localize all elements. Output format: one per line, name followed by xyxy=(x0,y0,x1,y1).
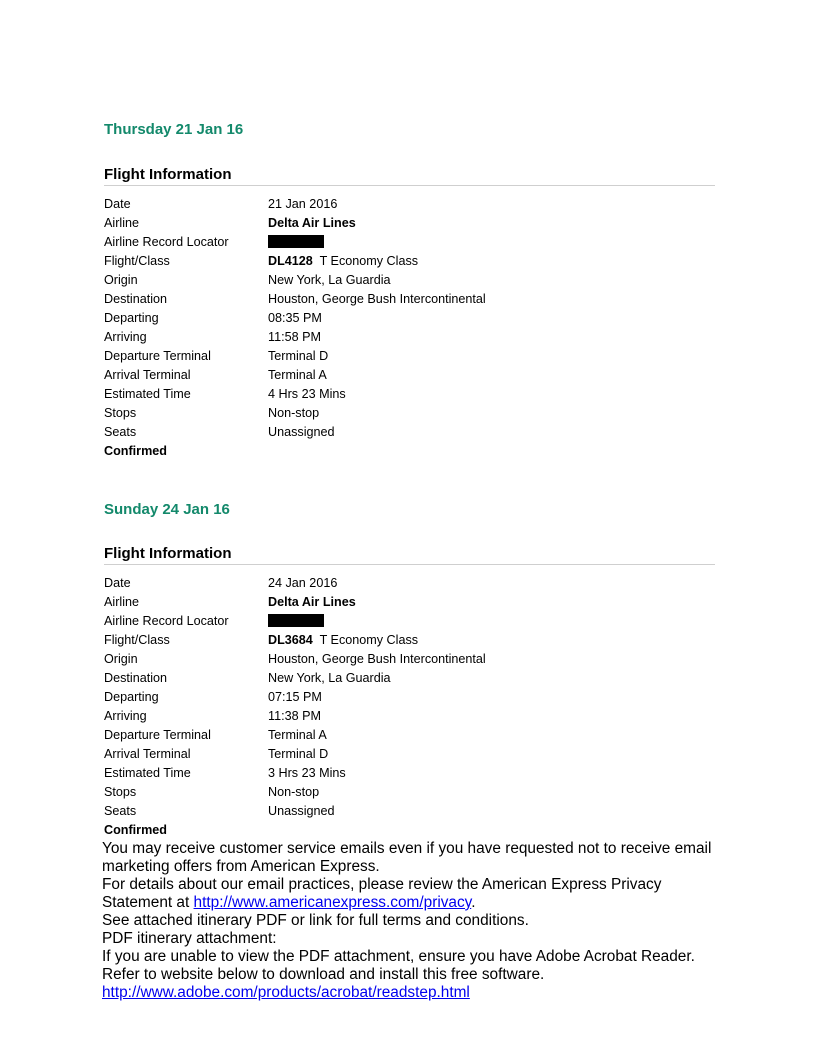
terms-notice: See attached itinerary PDF or link for full terms and conditions. xyxy=(102,912,529,929)
label: Date xyxy=(104,576,131,590)
privacy-period: . xyxy=(471,894,476,911)
flight-info-table xyxy=(104,195,704,461)
adobe-link[interactable]: http://www.adobe.com/products/acrobat/readstep.html xyxy=(102,984,470,1001)
value: Non-stop xyxy=(268,785,320,799)
row-departing xyxy=(104,688,704,707)
label: Airline Record Locator xyxy=(104,235,229,249)
label: Airline xyxy=(104,595,139,609)
pdf-attachment-label: PDF itinerary attachment: xyxy=(102,930,277,947)
redacted-locator xyxy=(268,235,324,248)
row-arr-terminal xyxy=(104,745,704,764)
footer-notice xyxy=(102,840,722,1002)
acrobat-notice: If you are unable to view the PDF attachment, ensure you have Adobe Acrobat Reader. Refer to website below to download and install this free software. xyxy=(102,948,695,983)
row-date xyxy=(104,574,704,593)
label: Stops xyxy=(104,785,137,799)
privacy-notice xyxy=(102,876,722,912)
row-seats xyxy=(104,423,704,442)
adobe-link-line xyxy=(102,984,722,1002)
row-est-time xyxy=(104,764,704,783)
label: Flight/Class xyxy=(104,633,170,647)
email-notice: You may receive customer service emails even if you have requested not to receive email marketing offers from American Express. xyxy=(102,840,712,875)
redacted-locator xyxy=(268,614,324,627)
value: Terminal A xyxy=(268,368,327,382)
row-origin xyxy=(104,650,704,669)
label: Airline Record Locator xyxy=(104,614,229,628)
value: 3 Hrs 23 Mins xyxy=(268,766,346,780)
value: Houston, George Bush Intercontinental xyxy=(268,292,486,306)
day-heading: Thursday 21 Jan 16 xyxy=(104,121,244,138)
label: Departure Terminal xyxy=(104,728,211,742)
row-departing xyxy=(104,309,704,328)
value: 21 Jan 2016 xyxy=(268,197,338,211)
label: Departing xyxy=(104,311,159,325)
label: Seats xyxy=(104,804,137,818)
row-est-time xyxy=(104,385,704,404)
value: Delta Air Lines xyxy=(268,595,356,609)
value: Non-stop xyxy=(268,406,320,420)
row-locator xyxy=(104,233,704,252)
row-destination xyxy=(104,669,704,688)
label: Arrival Terminal xyxy=(104,368,191,382)
value: Delta Air Lines xyxy=(268,216,356,230)
flight-number: DL3684 xyxy=(268,633,313,647)
row-locator xyxy=(104,612,704,631)
label: Flight/Class xyxy=(104,254,170,268)
value: Unassigned xyxy=(268,804,335,818)
label: Stops xyxy=(104,406,137,420)
row-seats xyxy=(104,802,704,821)
label: Estimated Time xyxy=(104,766,191,780)
row-dep-terminal xyxy=(104,347,704,366)
privacy-link[interactable]: http://www.americanexpress.com/privacy xyxy=(193,894,472,911)
value: Terminal D xyxy=(268,747,329,761)
value: New York, La Guardia xyxy=(268,671,391,685)
row-date xyxy=(104,195,704,214)
label: Arriving xyxy=(104,330,147,344)
value: 24 Jan 2016 xyxy=(268,576,338,590)
value: Terminal D xyxy=(268,349,329,363)
label: Arriving xyxy=(104,709,147,723)
label: Seats xyxy=(104,425,137,439)
label: Destination xyxy=(104,671,168,685)
row-origin xyxy=(104,271,704,290)
value: 4 Hrs 23 Mins xyxy=(268,387,346,401)
privacy-text: For details about our email practices, please review the American Express Privacy Statement at xyxy=(102,876,662,911)
value: 11:58 PM xyxy=(268,330,321,344)
row-airline xyxy=(104,214,704,233)
value: 07:15 PM xyxy=(268,690,322,704)
row-arr-terminal xyxy=(104,366,704,385)
label: Origin xyxy=(104,273,138,287)
label: Arrival Terminal xyxy=(104,747,191,761)
value: 08:35 PM xyxy=(268,311,322,325)
value: 11:38 PM xyxy=(268,709,321,723)
row-airline xyxy=(104,593,704,612)
flight-class: T Economy Class xyxy=(319,254,419,268)
status-confirmed: Confirmed xyxy=(104,823,167,837)
label: Departure Terminal xyxy=(104,349,211,363)
row-dep-terminal xyxy=(104,726,704,745)
flight-info-table xyxy=(104,574,704,840)
row-arriving xyxy=(104,707,704,726)
row-destination xyxy=(104,290,704,309)
section-title: Flight Information xyxy=(104,166,715,186)
value: Terminal A xyxy=(268,728,327,742)
row-stops xyxy=(104,404,704,423)
value: New York, La Guardia xyxy=(268,273,391,287)
day-heading: Sunday 24 Jan 16 xyxy=(104,501,230,518)
section-title: Flight Information xyxy=(104,545,715,565)
row-flight xyxy=(104,631,704,650)
label: Date xyxy=(104,197,131,211)
label: Airline xyxy=(104,216,139,230)
flight-class: T Economy Class xyxy=(319,633,419,647)
row-flight xyxy=(104,252,704,271)
label: Estimated Time xyxy=(104,387,191,401)
status-confirmed: Confirmed xyxy=(104,444,167,458)
label: Destination xyxy=(104,292,168,306)
row-stops xyxy=(104,783,704,802)
flight-number: DL4128 xyxy=(268,254,313,268)
row-arriving xyxy=(104,328,704,347)
label: Departing xyxy=(104,690,159,704)
value: Houston, George Bush Intercontinental xyxy=(268,652,486,666)
label: Origin xyxy=(104,652,138,666)
value: Unassigned xyxy=(268,425,335,439)
